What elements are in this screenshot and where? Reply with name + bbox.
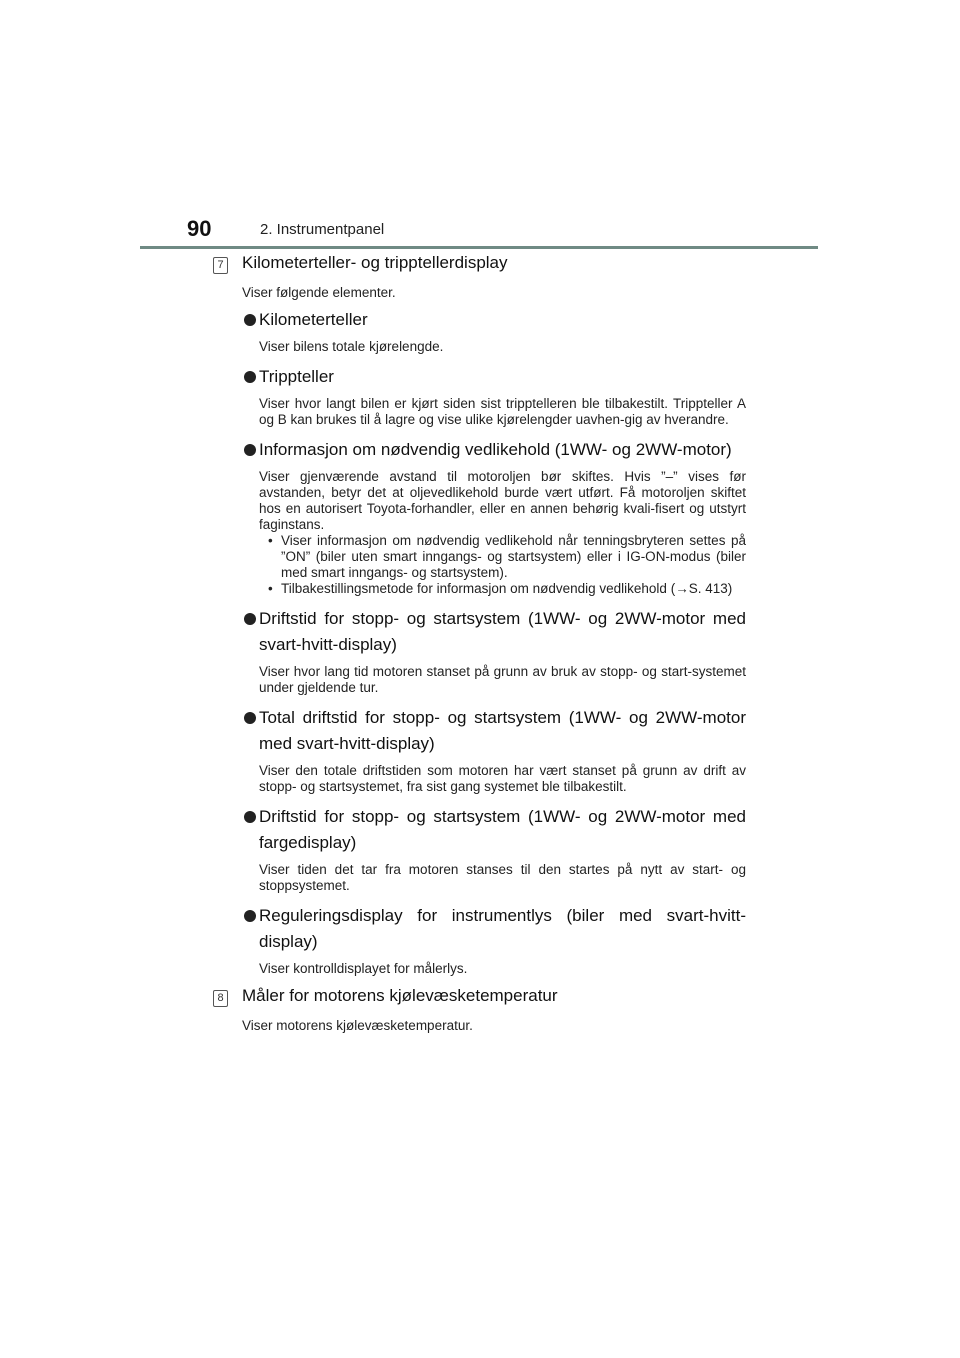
section-heading	[213, 253, 746, 279]
section-title: Kilometerteller- og tripptellerdisplay	[242, 253, 508, 272]
section-description: Viser følgende elementer.	[242, 285, 396, 300]
list-item-instrument-light-control	[213, 903, 746, 977]
list-item-odometer	[213, 307, 746, 355]
item-title: Driftstid for stopp- og startsystem (1WW- og 2WW-motor med fargedisplay)	[259, 807, 746, 852]
item-description: Viser den totale driftstiden som motoren har vært stanset på grunn av drift av stopp- og startsystemet, fra sist gang systemet ble tilbakestilt.	[259, 763, 746, 794]
bullet-icon	[244, 314, 256, 326]
item-heading	[213, 903, 746, 955]
bullet-icon	[244, 811, 256, 823]
section-description: Viser motorens kjølevæsketemperatur.	[242, 1018, 473, 1033]
item-description: Viser tiden det tar fra motoren stanses til den startes på nytt av start- og stoppsystemet.	[259, 862, 746, 893]
bullet-icon	[244, 712, 256, 724]
sub-list-text: Tilbakestillingsmetode for informasjon om nødvendig vedlikehold (→S. 413)	[281, 581, 733, 596]
section-number-badge: 7	[213, 257, 228, 274]
item-title: Kilometerteller	[259, 310, 368, 329]
item-title: Trippteller	[259, 367, 334, 386]
section-number-badge: 8	[213, 990, 228, 1007]
item-description: Viser hvor langt bilen er kjørt siden sist tripptelleren ble tilbakestilt. Trippteller A og B kan brukes til å lagre og vise ulike kjørelengder uavhen-gig av hverandre.	[259, 396, 746, 427]
item-title: Driftstid for stopp- og startsystem (1WW- og 2WW-motor med svart-hvitt-display)	[259, 609, 746, 654]
item-description: Viser hvor lang tid motoren stanset på grunn av bruk av stopp- og start-systemet under gjeldende tur.	[259, 664, 746, 695]
section-heading	[213, 986, 746, 1012]
page-header	[140, 212, 818, 249]
list-item-stop-start-time	[213, 606, 746, 696]
item-title: Informasjon om nødvendig vedlikehold (1WW- og 2WW-motor)	[259, 440, 732, 459]
bullet-icon	[244, 910, 256, 922]
section-title: Måler for motorens kjølevæsketemperatur	[242, 986, 558, 1005]
item-title: Reguleringsdisplay for instrumentlys (biler med svart-hvitt-display)	[259, 906, 746, 951]
bullet-icon	[244, 371, 256, 383]
item-heading	[213, 804, 746, 856]
section-coolant-temperature	[213, 986, 746, 1034]
item-description: Viser gjenværende avstand til motoroljen bør skiftes. Hvis ”–” vises før avstanden, betyr det at oljevedlikehold burde vært utført. Få motoroljen skiftet hos en autorisert Toyota-forhandler, eller en annen behørig kvali-fisert og utstyrt faginstans.	[259, 469, 746, 532]
item-title: Total driftstid for stopp- og startsystem (1WW- og 2WW-motor med svart-hvitt-display)	[259, 708, 746, 753]
page-number: 90	[187, 216, 212, 241]
list-item-total-stop-start-time	[213, 705, 746, 795]
item-heading	[213, 437, 746, 463]
bullet-icon	[244, 613, 256, 625]
item-heading	[213, 364, 746, 390]
sub-list-text: Viser informasjon om nødvendig vedlikehold når tenningsbryteren settes på ”ON” (biler uten smart inngangs- og startsystem) eller i IG-ON-modus (biler med smart inngangs- og startsystem).	[281, 533, 746, 580]
section-odometer-tripmeter	[213, 253, 746, 977]
item-heading	[213, 705, 746, 757]
bullet-icon	[244, 444, 256, 456]
item-description: Viser kontrolldisplayet for målerlys.	[259, 961, 468, 976]
page-content	[213, 253, 746, 1034]
list-item-maintenance-info	[213, 437, 746, 597]
item-description: Viser bilens totale kjørelengde.	[259, 339, 444, 354]
list-item-stop-start-color-display	[213, 804, 746, 894]
sub-list-item: • Tilbakestillingsmetode for informasjon om nødvendig vedlikehold (→S. 413)	[268, 581, 733, 596]
item-heading	[213, 606, 746, 658]
chapter-title: 2. Instrumentpanel	[260, 221, 385, 238]
sub-list	[270, 533, 746, 597]
list-item-tripmeter	[213, 364, 746, 428]
item-heading	[213, 307, 746, 333]
sub-list-item: • Viser informasjon om nødvendig vedlikehold når tenningsbryteren settes på ”ON” (biler uten smart inngangs- og startsystem) eller i IG-ON-modus (biler med smart inngangs- og startsystem).	[268, 533, 746, 580]
item-list	[213, 307, 746, 977]
